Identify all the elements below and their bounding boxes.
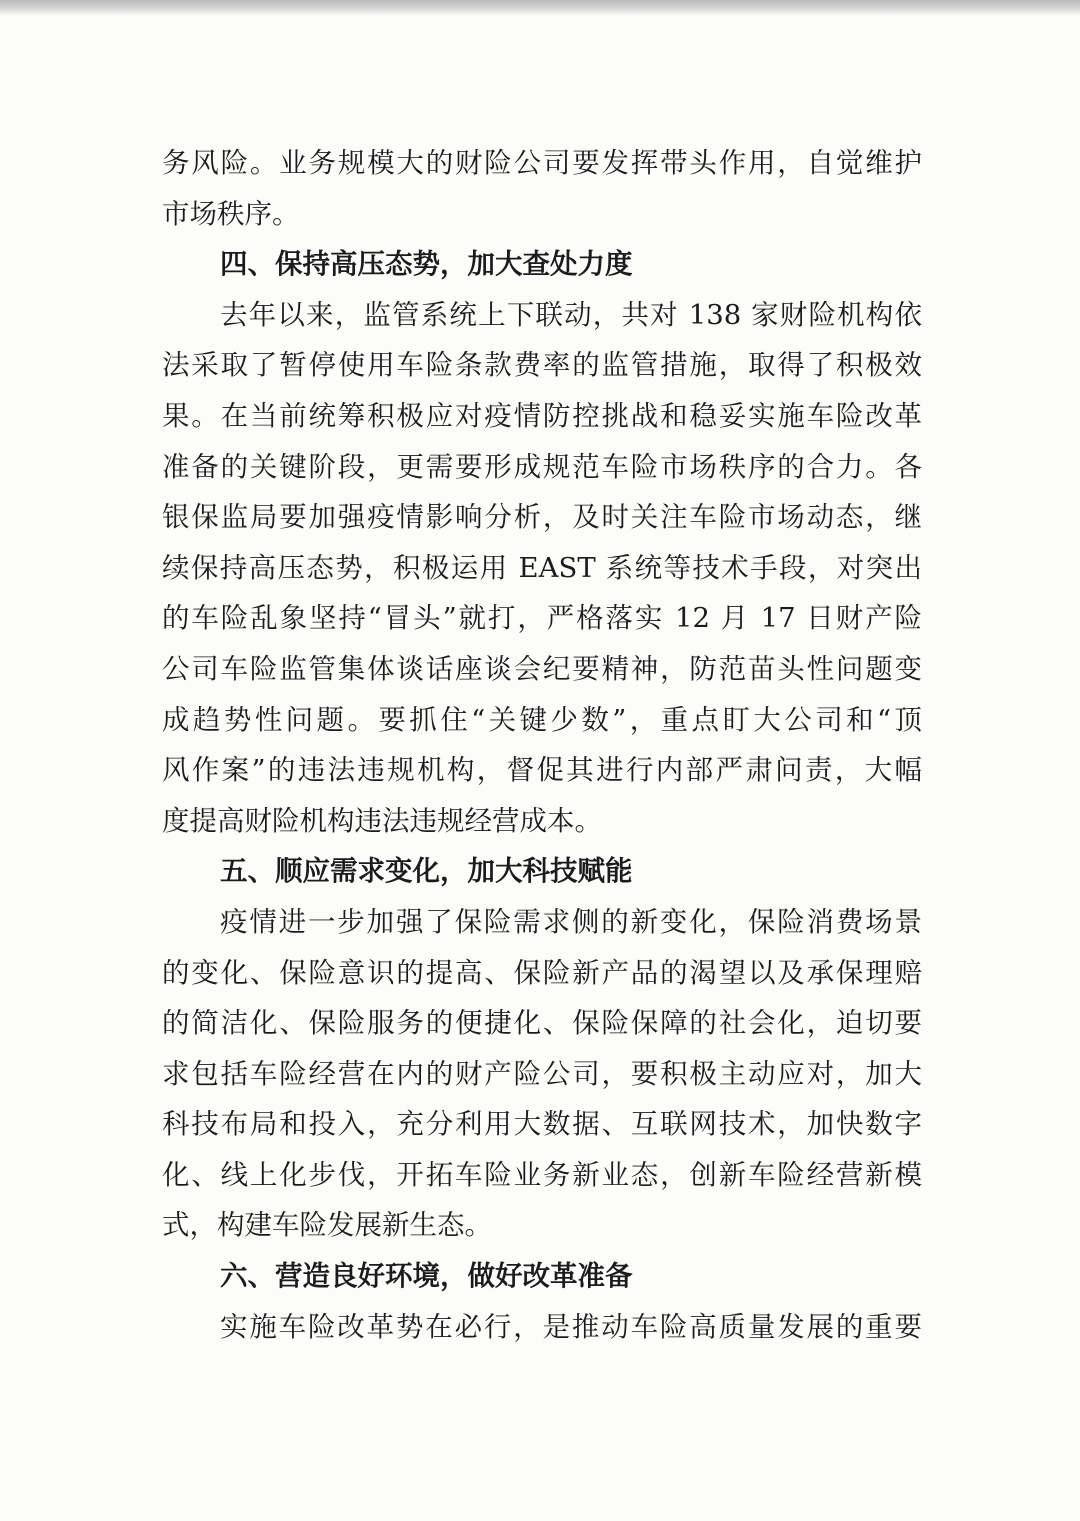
document-body (162, 138, 922, 1352)
paragraph-line: 去年以来，监管系统上下联动，共对 138 家财险机构依 (220, 298, 922, 331)
paragraph-line: 公司车险监管集体谈话座谈会纪要精神，防范苗头性问题变 (162, 652, 922, 685)
paragraph-line: 疫情进一步加强了保险需求侧的新变化，保险消费场景 (220, 905, 922, 938)
section-heading-6: 六、营造良好环境，做好改革准备 (220, 1260, 633, 1293)
paragraph-line: 准备的关键阶段，更需要形成规范车险市场秩序的合力。各 (162, 450, 922, 483)
paragraph-line: 法采取了暂停使用车险条款费率的监管措施，取得了积极效 (162, 349, 922, 382)
paragraph-line: 的变化、保险意识的提高、保险新产品的渴望以及承保理赔 (162, 956, 922, 989)
paragraph-line: 务风险。业务规模大的财险公司要发挥带头作用，自觉维护 (162, 147, 922, 179)
paragraph-line: 续保持高压态势，积极运用 EAST 系统等技术手段，对突出 (162, 551, 922, 584)
paragraph-line: 化、线上化步伐，开拓车险业务新业态，创新车险经营新模 (162, 1158, 922, 1191)
paragraph-line: 实施车险改革势在必行，是推动车险高质量发展的重要 (220, 1310, 922, 1343)
paragraph-line: 度提高财险机构违法违规经营成本。 (162, 804, 602, 837)
paragraph-line: 果。在当前统筹积极应对疫情防控挑战和稳妥实施车险改革 (162, 399, 922, 432)
paragraph-line: 求包括车险经营在内的财产险公司，要积极主动应对，加大 (162, 1057, 922, 1090)
section-heading-4: 四、保持高压态势，加大查处力度 (220, 248, 633, 281)
scan-edge-shadow (0, 0, 1080, 16)
section-heading-5: 五、顺应需求变化，加大科技赋能 (220, 855, 633, 888)
paragraph-line: 科技布局和投入，充分利用大数据、互联网技术，加快数字 (162, 1108, 922, 1141)
paragraph-line: 的车险乱象坚持“冒头”就打，严格落实 12 月 17 日财产险 (162, 602, 922, 635)
paragraph-line: 成趋势性问题。要抓住“关键少数”，重点盯大公司和“顶 (162, 703, 922, 736)
paragraph-line: 式，构建车险发展新生态。 (162, 1209, 492, 1242)
paragraph-line: 风作案”的违法违规机构，督促其进行内部严肃问责，大幅 (162, 754, 922, 787)
paragraph-line: 的简洁化、保险服务的便捷化、保险保障的社会化，迫切要 (162, 1007, 922, 1040)
paragraph-line: 银保监局要加强疫情影响分析，及时关注车险市场动态，继 (162, 501, 922, 534)
paragraph-line: 市场秩序。 (162, 197, 300, 230)
